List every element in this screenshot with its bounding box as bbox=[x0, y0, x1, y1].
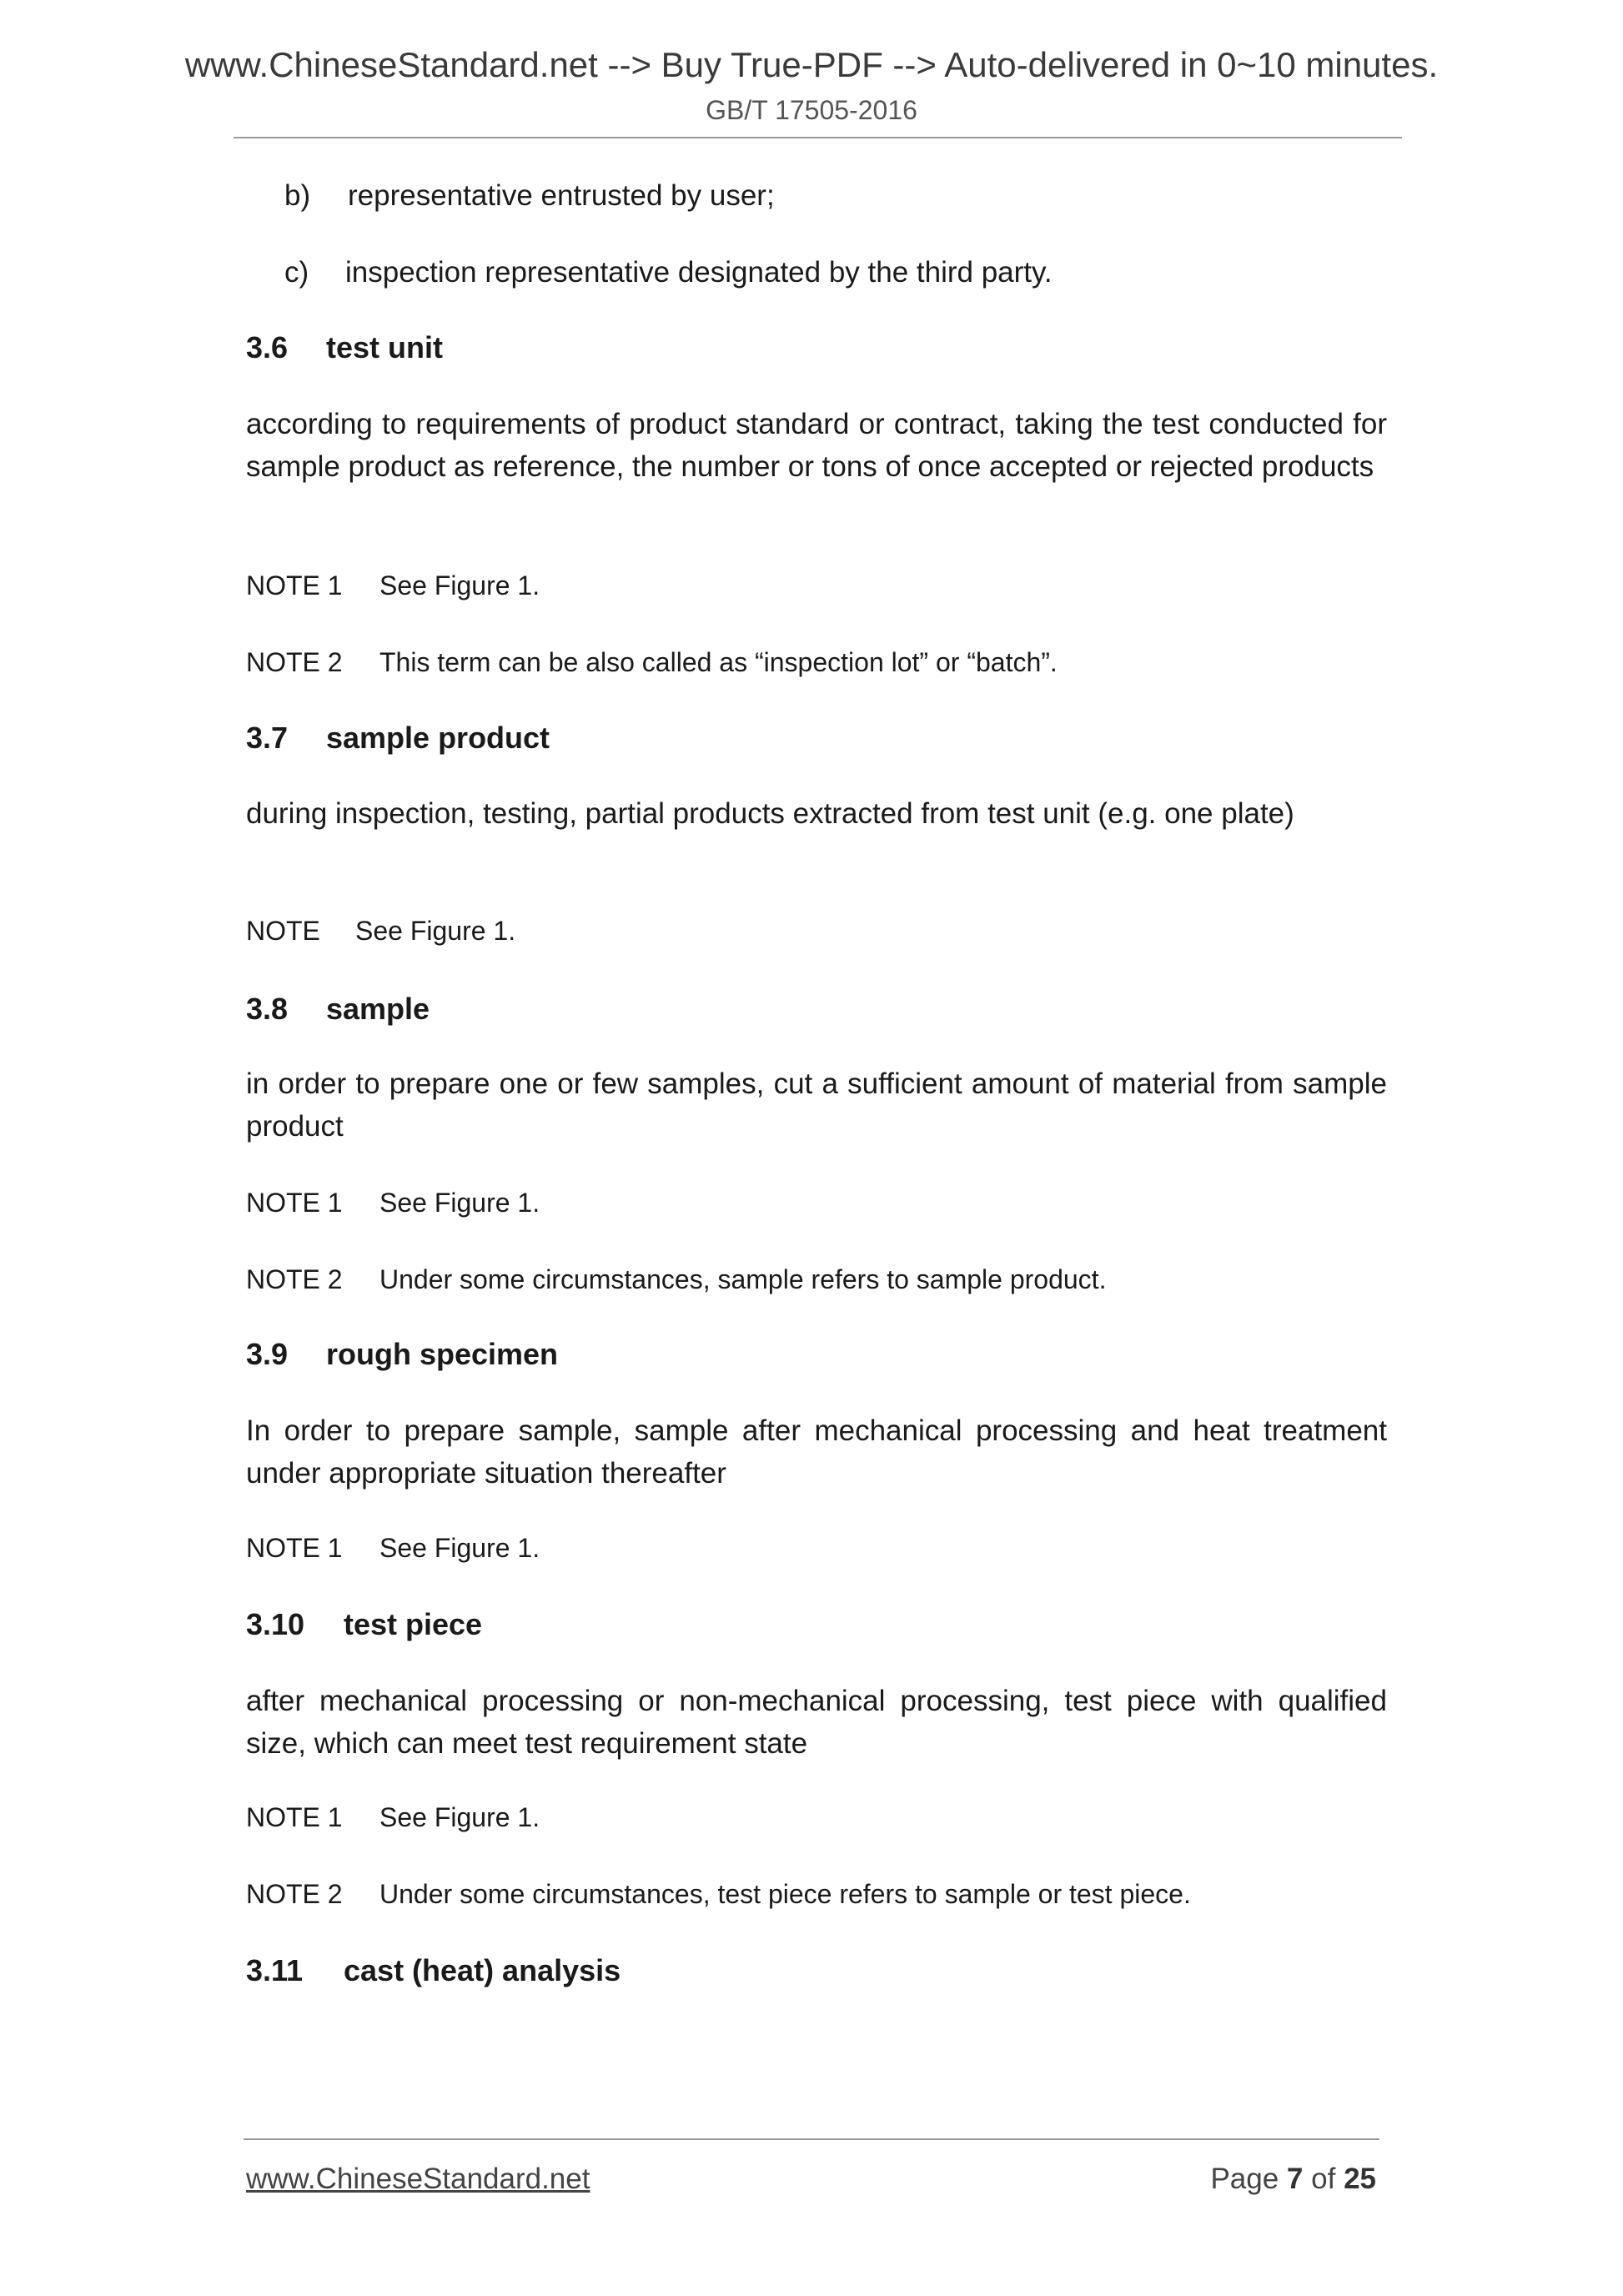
note-text: See Figure 1. bbox=[379, 1533, 540, 1563]
header-divider bbox=[234, 137, 1402, 138]
note-text: Under some circumstances, sample refers to sample product. bbox=[379, 1264, 1107, 1294]
section-title: sample product bbox=[326, 721, 550, 755]
current-page: 7 bbox=[1286, 2163, 1304, 2195]
note-label: NOTE 2 bbox=[246, 647, 343, 677]
footer-website-link[interactable]: www.ChineseStandard.net bbox=[246, 2163, 590, 2195]
header-banner-link[interactable]: www.ChineseStandard.net --> Buy True-PDF --> Auto-delivered in 0~10 minutes. bbox=[184, 45, 1439, 84]
standard-code: GB/T 17505-2016 bbox=[706, 95, 917, 125]
note-label: NOTE 1 bbox=[246, 1533, 343, 1563]
note-text: See Figure 1. bbox=[379, 570, 540, 600]
note-label: NOTE 2 bbox=[246, 1879, 343, 1909]
section-title: cast (heat) analysis bbox=[344, 1953, 621, 1987]
definition-3-7: during inspection, testing, partial products extracted from test unit (e.g. one plate) bbox=[246, 797, 1294, 830]
definition-3-8: in order to prepare one or few samples, cut a sufficient amount of material from sample product bbox=[246, 1068, 1387, 1143]
note bbox=[246, 909, 1387, 952]
list-item-b bbox=[284, 174, 1369, 217]
note-label: NOTE 2 bbox=[246, 1264, 343, 1294]
note bbox=[246, 1181, 1387, 1224]
footer-divider bbox=[244, 2138, 1379, 2140]
note bbox=[246, 1872, 1387, 1916]
note-label: NOTE bbox=[246, 916, 320, 946]
note bbox=[246, 1796, 1387, 1839]
section-number: 3.10 bbox=[246, 1607, 305, 1641]
section-heading-3-9 bbox=[246, 1333, 1387, 1376]
definition-3-10: after mechanical processing or non-mechanical processing, test piece with qualified size, which can meet test requirement state bbox=[246, 1685, 1387, 1760]
section-number: 3.11 bbox=[246, 1953, 304, 1987]
note-text: See Figure 1. bbox=[355, 916, 516, 946]
note-text: See Figure 1. bbox=[379, 1188, 540, 1218]
total-pages: 25 bbox=[1344, 2163, 1376, 2195]
definition-3-6: according to requirements of product standard or contract, taking the test conducted for sample product as reference, the number or tons of once accepted or rejected products bbox=[246, 408, 1387, 483]
section-heading-3-8 bbox=[246, 987, 1387, 1031]
section-number: 3.6 bbox=[246, 330, 289, 364]
note bbox=[246, 564, 1387, 607]
section-heading-3-6 bbox=[246, 326, 1387, 369]
section-number: 3.7 bbox=[246, 721, 289, 755]
section-title: test unit bbox=[326, 330, 443, 364]
section-heading-3-11 bbox=[246, 1949, 1387, 1992]
list-marker: c) bbox=[284, 256, 309, 289]
page-indicator bbox=[1210, 2161, 1376, 2198]
note-text: Under some circumstances, test piece refers to sample or test piece. bbox=[379, 1879, 1191, 1909]
section-heading-3-7 bbox=[246, 716, 1387, 760]
note-text: This term can be also called as “inspection lot” or “batch”. bbox=[379, 647, 1058, 677]
list-text: inspection representative designated by the third party. bbox=[345, 256, 1053, 289]
page-of: of bbox=[1311, 2163, 1336, 2195]
note bbox=[246, 1526, 1387, 1570]
section-number: 3.9 bbox=[246, 1337, 289, 1371]
definition-3-9: In order to prepare sample, sample after mechanical processing and heat treatment under appropriate situation thereafter bbox=[246, 1414, 1387, 1490]
note-label: NOTE 1 bbox=[246, 1188, 343, 1218]
note-text: See Figure 1. bbox=[379, 1802, 540, 1832]
note-label: NOTE 1 bbox=[246, 1802, 343, 1832]
list-text: representative entrusted by user; bbox=[348, 179, 775, 212]
note-label: NOTE 1 bbox=[246, 570, 343, 600]
section-heading-3-10 bbox=[246, 1603, 1387, 1646]
section-title: sample bbox=[326, 992, 430, 1026]
note bbox=[246, 1258, 1387, 1301]
page-label: Page bbox=[1210, 2163, 1279, 2195]
note bbox=[246, 641, 1387, 684]
section-title: test piece bbox=[344, 1607, 483, 1641]
list-marker: b) bbox=[284, 179, 311, 212]
list-item-c bbox=[284, 251, 1369, 294]
section-title: rough specimen bbox=[326, 1337, 559, 1371]
section-number: 3.8 bbox=[246, 992, 289, 1026]
